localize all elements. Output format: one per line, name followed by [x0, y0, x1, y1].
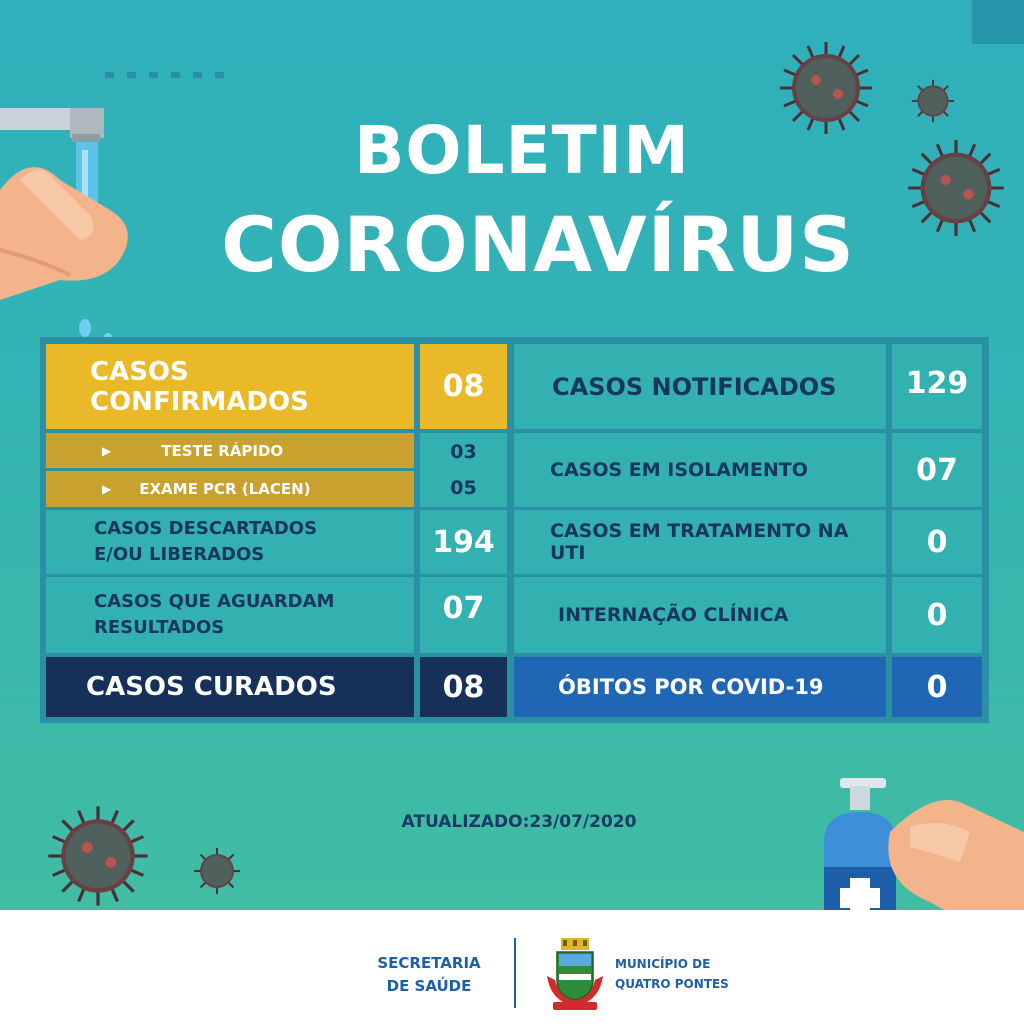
arrow-right-icon: ▶: [102, 443, 112, 458]
deaths-label: ÓBITOS POR COVID-19: [514, 657, 886, 717]
arrow-right-icon: ▶: [102, 482, 112, 496]
notified-value: 129: [892, 344, 982, 429]
awaiting-value: 07: [420, 577, 507, 653]
rapid-test-value: 03: [450, 441, 477, 463]
title-line-1: BOLETIM: [354, 112, 690, 189]
cured-value: 08: [420, 657, 507, 717]
deaths-value: 0: [892, 657, 982, 717]
pcr-test-label: EXAME PCR (LACEN): [139, 480, 311, 498]
icu-label: CASOS EM TRATAMENTO NA UTI: [514, 510, 886, 574]
rapid-test-row: [46, 433, 414, 468]
pcr-test-value: 05: [450, 477, 477, 499]
isolation-value: 07: [892, 433, 982, 507]
sanitizer-hands-icon: [810, 772, 1024, 932]
discarded-value: 194: [420, 510, 507, 574]
clinical-label: INTERNAÇÃO CLÍNICA: [514, 577, 886, 653]
rapid-test-label: TESTE RÁPIDO: [161, 441, 284, 460]
notified-label: CASOS NOTIFICADOS: [514, 344, 886, 429]
corner-decoration: [972, 0, 1024, 44]
cured-label: CASOS CURADOS: [46, 657, 414, 717]
title-line-2: CORONAVÍRUS: [221, 200, 855, 289]
footer-divider: [514, 938, 516, 1008]
clinical-value: 0: [892, 577, 982, 653]
awaiting-label: CASOS QUE AGUARDAM RESULTADOS: [46, 577, 414, 653]
discarded-label: CASOS DESCARTADOS E/OU LIBERADOS: [46, 510, 414, 574]
sub-tests-values: [420, 433, 507, 507]
virus-icon: [192, 846, 242, 896]
confirmed-label: CASOS CONFIRMADOS: [46, 344, 414, 429]
secretaria-label: SECRETARIA DE SAÚDE: [377, 954, 481, 995]
municipio-label: MUNICÍPIO DE QUATRO PONTES: [615, 957, 729, 991]
coat-of-arms-icon: [545, 936, 605, 1012]
icu-value: 0: [892, 510, 982, 574]
footer: [0, 910, 1024, 1024]
updated-date: ATUALIZADO:23/07/2020: [401, 812, 637, 832]
isolation-label: CASOS EM ISOLAMENTO: [514, 433, 886, 507]
dots-decoration: [105, 72, 224, 78]
stats-table: [40, 337, 989, 723]
pcr-test-row: [46, 471, 414, 507]
confirmed-value: 08: [420, 344, 507, 429]
